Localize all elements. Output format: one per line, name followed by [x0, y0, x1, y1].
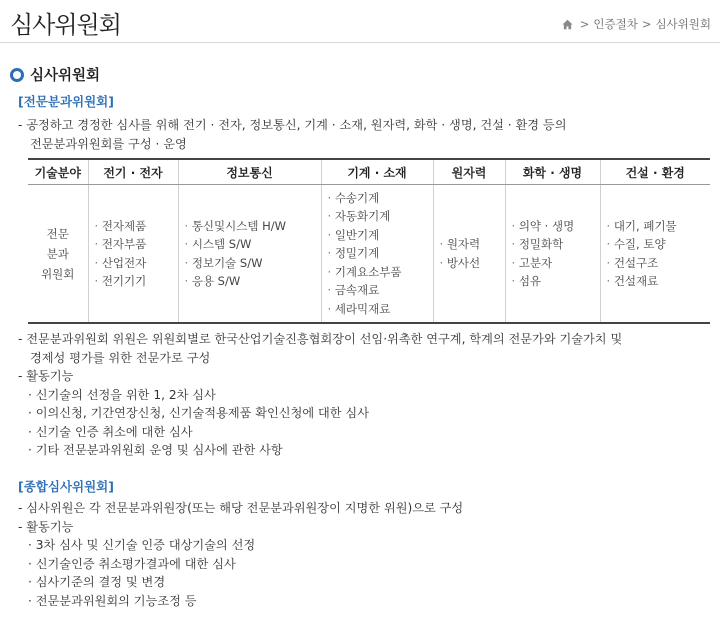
chem-life-cell	[505, 185, 600, 324]
activity-item: · 신기술 인증 취소에 대한 심사	[28, 424, 193, 439]
field-item: · 정밀화학	[512, 235, 600, 254]
expert-committee-heading: [전문분과위원회]	[18, 94, 114, 109]
home-icon[interactable]	[562, 19, 573, 30]
field-item: · 전자부품	[95, 235, 178, 254]
breadcrumb	[562, 16, 711, 32]
field-item: · 대기, 폐기물	[607, 217, 711, 236]
construction-env-cell	[600, 185, 710, 324]
field-item: · 자동화기계	[328, 207, 433, 226]
activity-item: · 신기술의 선정을 위한 1, 2차 심사	[28, 387, 216, 402]
field-item: · 방사선	[440, 254, 505, 273]
activities-label: - 활동기능	[18, 369, 74, 383]
electric-electronics-cell	[88, 185, 178, 324]
page-header	[0, 0, 720, 43]
nuclear-cell	[433, 185, 505, 324]
member-line: 경제성 평가를 위한 전문가로 구성	[30, 350, 211, 365]
breadcrumb-separator: >	[641, 17, 652, 31]
field-item: · 응용 S/W	[185, 272, 321, 291]
field-item: · 수질, 토양	[607, 235, 711, 254]
activity-item: · 기타 전문분과위원회 운영 및 심사에 관한 사항	[28, 443, 283, 457]
intro-line: - 공정하고 경정한 심사를 위해 전기 · 전자, 정보통신, 기계 · 소재, 원자력, 화학 · 생명, 건설 · 환경 등의	[18, 118, 567, 132]
field-item: · 수송기계	[328, 189, 433, 208]
column-header: 정보통신	[178, 159, 321, 185]
field-item: · 정밀기계	[328, 244, 433, 263]
member-line: - 심사위원은 각 전문분과위원장(또는 해당 전문분과위원장이 지명한 위원)으로 구성	[18, 501, 464, 515]
breadcrumb-separator: >	[579, 17, 590, 31]
general-committee-details	[18, 499, 463, 610]
field-cell	[28, 185, 88, 324]
machine-material-cell	[321, 185, 433, 324]
info-comm-cell	[178, 185, 321, 324]
field-item: · 의약 · 생명	[512, 217, 600, 236]
committee-table	[28, 158, 710, 324]
field-item: · 금속재료	[328, 281, 433, 300]
column-header: 원자력	[433, 159, 505, 185]
activity-item: · 3차 심사 및 신기술 인증 대상기술의 선정	[28, 538, 256, 552]
activity-item: · 신기술인증 취소평가결과에 대한 심사	[28, 556, 236, 571]
activity-item: · 전문분과위원회의 기능조정 등	[28, 593, 197, 608]
ring-bullet-icon	[10, 68, 24, 82]
column-header: 건설 · 환경	[600, 159, 710, 185]
field-item: · 일반기계	[328, 226, 433, 245]
table-header-row	[28, 159, 710, 185]
expert-committee-details	[18, 330, 622, 460]
field-item: · 건설구조	[607, 254, 711, 273]
field-item: · 섬유	[512, 272, 600, 291]
expert-committee-intro	[18, 116, 566, 153]
breadcrumb-item-current[interactable]: 심사위원회	[655, 17, 711, 31]
column-header: 기계 · 소재	[321, 159, 433, 185]
field-label: 전문	[46, 226, 69, 241]
field-item: · 원자력	[440, 235, 505, 254]
table-row	[28, 185, 710, 324]
section-heading	[10, 64, 100, 85]
intro-line: 전문분과위원회를 구성 · 운영	[30, 136, 187, 151]
field-label: 분과	[46, 246, 69, 261]
general-committee-heading: [종합심사위원회]	[18, 479, 114, 494]
field-item: · 건설재료	[607, 272, 711, 291]
activity-item: · 심사기준의 결정 및 변경	[28, 575, 166, 589]
column-header: 전기 · 전자	[88, 159, 178, 185]
member-line: - 전문분과위원회 위원은 위원회별로 한국산업기술진흥협회장이 선임·위촉한 연구계, 학계의 전문가와 기술가치 및	[18, 332, 623, 346]
field-item: · 고분자	[512, 254, 600, 273]
field-item: · 전자제품	[95, 217, 178, 236]
field-label: 위원회	[41, 266, 75, 281]
field-item: · 통신및시스템 H/W	[185, 217, 321, 236]
activity-item: · 이의신청, 기간연장신청, 신기술적용제품 확인신청에 대한 심사	[28, 406, 369, 420]
column-header: 기술분야	[28, 159, 88, 185]
field-item: · 기계요소부품	[328, 263, 433, 282]
page-title: 심사위원회	[10, 11, 121, 39]
column-header: 화학 · 생명	[505, 159, 600, 185]
activities-label: - 활동기능	[18, 519, 74, 534]
field-item: · 세라믹재료	[328, 300, 433, 319]
field-item: · 시스템 S/W	[185, 235, 321, 254]
section-title: 심사위원회	[30, 68, 101, 84]
breadcrumb-item-procedure[interactable]: 인증절차	[593, 17, 638, 31]
field-item: · 전기기기	[95, 272, 178, 291]
field-item: · 정보기술 S/W	[185, 254, 321, 273]
field-item: · 산업전자	[95, 254, 178, 273]
